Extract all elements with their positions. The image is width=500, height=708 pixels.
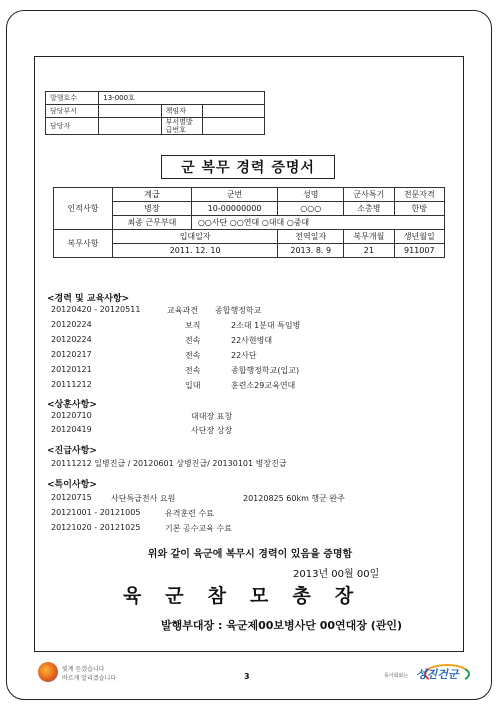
footer-slogan-line2: 바르게 알리겠습니다 <box>62 675 117 682</box>
special-row-detail: 기본 공수교육 수료 <box>165 524 232 533</box>
header-enlist-date: 입대일자 <box>113 230 278 244</box>
footer-left-logo <box>38 658 118 686</box>
department-value <box>99 105 161 118</box>
certificate <box>34 56 464 652</box>
special-row-date: 20120715 <box>51 493 92 502</box>
header-rank: 계급 <box>113 188 192 202</box>
responsible-value <box>202 105 264 118</box>
career-heading: <경력 및 교육사항> <box>47 294 130 304</box>
header-service-number: 군번 <box>191 188 278 202</box>
career-row-date: 20120224 <box>51 320 92 329</box>
final-unit-value: ○○사단 ○○연대 ○대대 ○중대 <box>191 216 444 230</box>
award-row-detail: 사단장 상장 <box>191 426 233 435</box>
value-name: ○○○ <box>278 202 344 216</box>
header-name: 성명 <box>278 188 344 202</box>
award-row-detail: 대대장 표창 <box>191 412 233 421</box>
document-title: 군 복무 경력 증명서 <box>161 155 335 179</box>
career-row-detail: 2소대 1분대 특임병 <box>231 321 301 330</box>
career-row-date: 20120224 <box>51 335 92 344</box>
special-row-detail: 유격훈련 수료 <box>165 509 214 518</box>
emblem-icon <box>38 662 58 682</box>
promotion-heading: <진급사항> <box>47 446 97 456</box>
career-row-date: 20120121 <box>51 365 92 374</box>
officer-label: 담당자 <box>46 118 99 135</box>
service-info-table <box>53 187 445 258</box>
header-qualification: 전문자격 <box>394 188 444 202</box>
promotion-text: 20111212 일병진급 / 20120601 상병진급/ 20130101 병장진급 <box>51 459 287 468</box>
award-row-date: 20120419 <box>51 425 92 434</box>
issuer-line: 발행부대장 : 육군제00보병사단 00연대장 (관인) <box>161 619 403 632</box>
value-enlist-date: 2011. 12. 10 <box>113 244 278 258</box>
certification-statement: 위와 같이 육군에 복무시 경력이 있음을 증명함 <box>147 549 353 560</box>
issue-number-value: 13-000호 <box>99 92 265 105</box>
awards-heading: <상훈사항> <box>47 400 97 410</box>
career-row-type: 전속 <box>185 336 201 345</box>
header-birthdate: 생년월일 <box>394 230 444 244</box>
page-number: 3 <box>244 672 250 681</box>
career-row-type: 보직 <box>185 321 201 330</box>
header-discharge-date: 전역일자 <box>278 230 344 244</box>
career-row-type: 전속 <box>185 351 201 360</box>
career-row-type: 교육과견 <box>167 306 198 315</box>
value-specialty: 소총병 <box>344 202 394 216</box>
award-row-date: 20120710 <box>51 411 92 420</box>
career-row-date: 20111212 <box>51 380 92 389</box>
career-row-type: 전속 <box>185 366 201 375</box>
issue-number-label: 발행호수 <box>46 92 99 105</box>
responsible-label: 책임자 <box>161 105 202 118</box>
career-row-date: 20120420 - 20120511 <box>51 305 141 314</box>
footer-brand: 성진건군 <box>416 668 459 681</box>
special-row-date: 20121020 - 20121025 <box>51 523 141 532</box>
value-birthdate: 911007 <box>394 244 444 258</box>
value-rank: 병장 <box>113 202 192 216</box>
header-months: 복무개월 <box>344 230 394 244</box>
dept-issue-number-value <box>202 118 264 135</box>
value-qualification: 한방 <box>394 202 444 216</box>
personal-info-label: 인적사항 <box>54 188 113 230</box>
career-row-date: 20120217 <box>51 350 92 359</box>
footer-slogan-line1: 빛계 듣겠습니다 <box>62 666 105 673</box>
career-row-detail: 종합행정학교 <box>215 306 262 315</box>
value-months: 21 <box>344 244 394 258</box>
value-service-number: 10-00000000 <box>191 202 278 216</box>
career-row-detail: 종합행정학교(입교) <box>231 366 300 375</box>
footer-right-caption: 동아회와는 <box>384 673 409 679</box>
special-row-date: 20121001 - 20121005 <box>51 508 141 517</box>
final-unit-label: 최종 근무부대 <box>113 216 192 230</box>
special-heading: <특이사항> <box>47 480 97 490</box>
issue-date: 2013년 00월 00일 <box>293 569 380 580</box>
career-row-type: 입대 <box>185 381 201 390</box>
issuing-authority: 육군참모총장 <box>122 585 378 607</box>
header-specialty: 군사특기 <box>344 188 394 202</box>
footer-right-logo <box>384 662 474 686</box>
officer-value <box>99 118 161 135</box>
dept-issue-number-label: 부서별발 급번호 <box>161 118 202 135</box>
department-label: 담당부서 <box>46 105 99 118</box>
special-row-extra: 20120825 60km 행군 완주 <box>243 494 345 503</box>
career-row-detail: 훈련소29교육연대 <box>231 381 296 390</box>
service-label: 복무사항 <box>54 230 113 258</box>
issue-info-table <box>45 91 265 135</box>
value-discharge-date: 2013. 8. 9 <box>278 244 344 258</box>
special-row-detail: 사단특급전사 요원 <box>111 494 176 503</box>
career-row-detail: 22사현병대 <box>231 336 273 345</box>
career-row-detail: 22사단 <box>231 351 257 360</box>
